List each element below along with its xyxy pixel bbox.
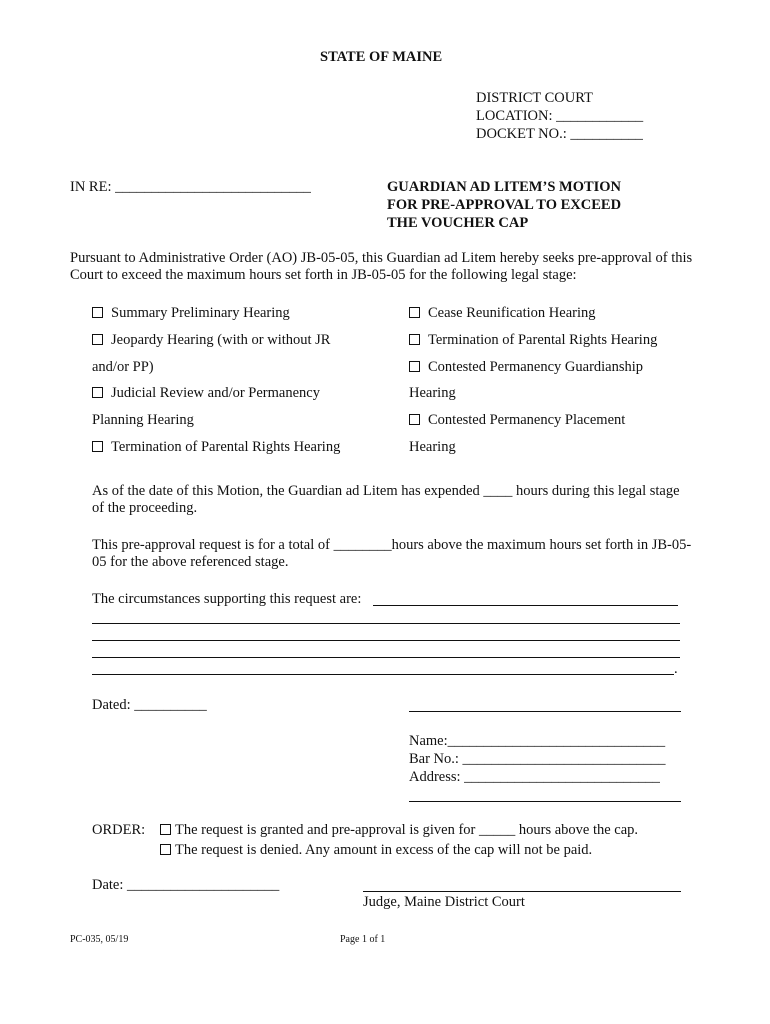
stage-label: Contested Permanency Placement — [428, 412, 626, 428]
circumstances-line[interactable] — [92, 674, 674, 675]
checkbox-icon[interactable] — [92, 334, 103, 345]
hours-expended-paragraph[interactable]: As of the date of this Motion, the Guardian ad Litem has expended ____ hours during this legal stage of the proceeding. — [92, 483, 680, 516]
signature-line[interactable] — [409, 711, 681, 712]
stage-cease-reunification[interactable] — [409, 305, 596, 322]
dated-field[interactable]: Dated: __________ — [92, 697, 207, 713]
stage-label: Termination of Parental Rights Hearing — [111, 439, 341, 455]
stage-label: Termination of Parental Rights Hearing — [428, 332, 658, 348]
stage-contested-placement[interactable] — [409, 412, 625, 429]
order-granted-option[interactable] — [160, 822, 638, 839]
court-name: DISTRICT COURT — [476, 90, 593, 106]
circumstances-line[interactable] — [92, 657, 680, 658]
stage-jeopardy-cont: and/or PP) — [92, 359, 154, 375]
state-title: STATE OF MAINE — [320, 49, 443, 65]
circumstances-label: The circumstances supporting this request are: — [92, 591, 362, 607]
hours-requested-paragraph[interactable]: This pre-approval request is for a total of ________hours above the maximum hours set forth in JB-05-05 for the above referenced stage. — [92, 537, 692, 570]
circumstances-line[interactable] — [373, 605, 678, 606]
stage-jeopardy[interactable] — [92, 332, 330, 349]
page-number: Page 1 of 1 — [340, 934, 386, 945]
address-line-2[interactable] — [409, 801, 681, 802]
checkbox-icon[interactable] — [409, 334, 420, 345]
stage-judicial-review[interactable] — [92, 385, 320, 402]
bar-number-field[interactable]: Bar No.: ____________________________ — [409, 751, 666, 767]
stage-label: Contested Permanency Guardianship — [428, 359, 644, 375]
stage-contested-guardianship[interactable] — [409, 359, 643, 376]
location-field[interactable]: LOCATION: ____________ — [476, 108, 644, 124]
stage-contested-placement-cont: Hearing — [409, 439, 456, 455]
stage-termination-left[interactable] — [92, 439, 340, 456]
circumstances-line[interactable] — [92, 623, 680, 624]
order-denied-text: The request is denied. Any amount in excess of the cap will not be paid. — [175, 842, 593, 858]
stage-label: Jeopardy Hearing (with or without JR — [111, 332, 331, 348]
checkbox-icon[interactable] — [160, 824, 171, 835]
circumstances-line[interactable] — [92, 640, 680, 641]
intro-paragraph: Pursuant to Administrative Order (AO) JB-05-05, this Guardian ad Litem hereby seeks pre-approval of this Court to exceed the maximum hours set forth in JB-05-05 for the following legal stage: — [70, 250, 693, 283]
checkbox-icon[interactable] — [92, 441, 103, 452]
order-granted-text: The request is granted and pre-approval is given for _____ hours above the cap. — [175, 822, 639, 838]
stage-contested-guardianship-cont: Hearing — [409, 385, 456, 401]
address-field[interactable]: Address: ___________________________ — [409, 769, 660, 785]
order-label: ORDER: — [92, 822, 146, 838]
stage-summary-preliminary[interactable] — [92, 305, 290, 322]
checkbox-icon[interactable] — [409, 361, 420, 372]
checkbox-icon[interactable] — [409, 414, 420, 425]
stage-judicial-review-cont: Planning Hearing — [92, 412, 194, 428]
order-date-field[interactable]: Date: _____________________ — [92, 877, 280, 893]
judge-label: Judge, Maine District Court — [363, 894, 525, 910]
stage-label: Cease Reunification Hearing — [428, 305, 596, 321]
checkbox-icon[interactable] — [409, 307, 420, 318]
stage-label: Judicial Review and/or Permanency — [111, 385, 320, 401]
checkbox-icon[interactable] — [160, 844, 171, 855]
judge-signature-line[interactable] — [363, 891, 681, 892]
form-id: PC-035, 05/19 — [70, 934, 129, 945]
docket-field[interactable]: DOCKET NO.: __________ — [476, 126, 643, 142]
in-re-field[interactable]: IN RE: ___________________________ — [70, 179, 311, 195]
motion-title-line2: FOR PRE-APPROVAL TO EXCEED — [387, 197, 622, 213]
stage-termination-right[interactable] — [409, 332, 657, 349]
order-denied-option[interactable] — [160, 842, 592, 859]
checkbox-icon[interactable] — [92, 387, 103, 398]
stage-label: Summary Preliminary Hearing — [111, 305, 290, 321]
circumstances-period: . — [674, 661, 678, 677]
motion-title-line1: GUARDIAN AD LITEM’S MOTION — [387, 179, 622, 195]
motion-title-line3: THE VOUCHER CAP — [387, 215, 529, 231]
name-field[interactable]: Name:______________________________ — [409, 733, 666, 749]
checkbox-icon[interactable] — [92, 307, 103, 318]
